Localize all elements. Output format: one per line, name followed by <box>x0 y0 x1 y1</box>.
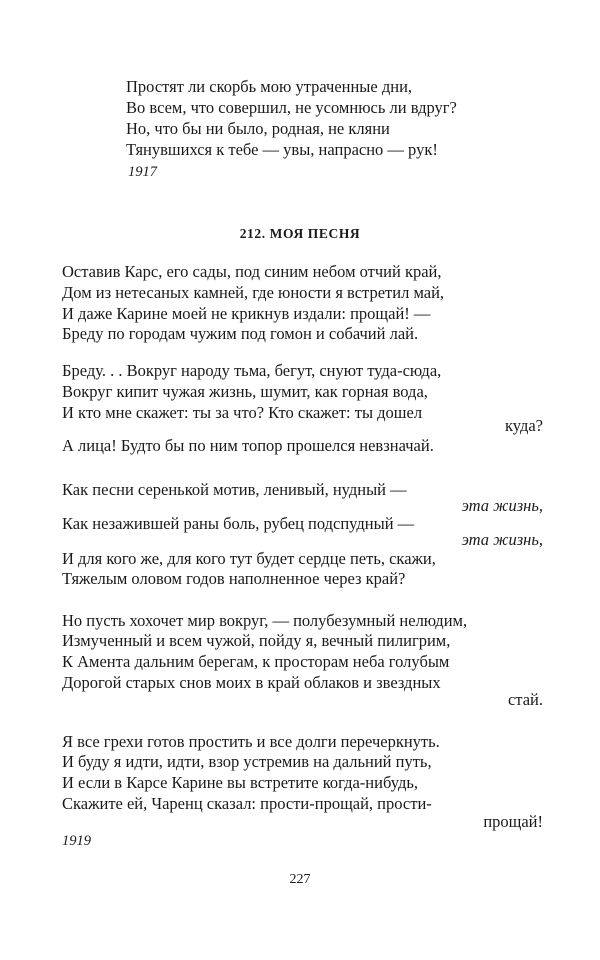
poem-title: 212. МОЯ ПЕСНЯ <box>239 226 361 241</box>
stanza4-line-3: К Амента дальним берегам, к просторам неба голубым <box>62 652 450 671</box>
stanza5-line-4-cont: прощай! <box>483 812 543 831</box>
stanza1-line-2: Дом из нетесаных камней, где юности я встретил май, <box>62 283 445 302</box>
poem-year: 1919 <box>62 833 91 849</box>
stanza3-line-2-cont: эта жизнь, <box>461 530 543 549</box>
stanza5-line-2: И буду я идти, идти, взор устремив на дальний путь, <box>62 752 432 771</box>
first-poem-line-3: Но, что бы ни было, родная, не кляни <box>126 119 390 138</box>
stanza5-line-4: Скажите ей, Чаренц сказал: прости-прощай, прости- <box>62 794 432 813</box>
stanza2-line-2: Вокруг кипит чужая жизнь, шумит, как горная вода, <box>62 382 428 401</box>
stanza3-line-1-cont: эта жизнь, <box>461 496 543 515</box>
stanza4-line-4-cont: стай. <box>507 690 543 709</box>
stanza2-line-1: Бреду. . . Вокруг народу тьма, бегут, снуют туда-сюда, <box>62 361 442 380</box>
stanza3-line-1: Как песни серенькой мотив, ленивый, нудный — <box>62 480 407 499</box>
page-number: 227 <box>289 872 311 887</box>
stanza1-line-1: Оставив Карс, его сады, под синим небом отчий край, <box>62 262 442 281</box>
first-poem-year: 1917 <box>128 164 157 180</box>
stanza1-line-3: И даже Карине моей не крикнув издали: прощай! — <box>62 304 431 323</box>
stanza5-line-1: Я все грехи готов простить и все долги перечеркнуть. <box>62 732 440 751</box>
stanza3-line-2: Как незажившей раны боль, рубец подспудный — <box>62 514 415 533</box>
stanza2-line-4: А лица! Будто бы по ним топор прошелся невзначай. <box>62 436 434 455</box>
stanza2-line-3: И кто мне скажет: ты за что? Кто скажет: ты дошел <box>62 403 423 422</box>
stanza3-line-4: Тяжелым оловом годов наполненное через край? <box>62 569 406 588</box>
stanza5-line-3: И если в Карсе Карине вы встретите когда-нибудь, <box>62 773 418 792</box>
first-poem-line-4: Тянувшихся к тебе — увы, напрасно — рук! <box>126 140 438 159</box>
first-poem-line-1: Простят ли скорбь мою утраченные дни, <box>126 77 413 96</box>
first-poem-line-2: Во всем, что совершил, не усомнюсь ли вдруг? <box>126 98 457 117</box>
stanza4-line-2: Измученный и всем чужой, пойду я, вечный пилигрим, <box>62 631 451 650</box>
stanza4-line-1: Но пусть хохочет мир вокруг, — полубезумный нелюдим, <box>62 611 468 630</box>
stanza2-line-3-cont: куда? <box>504 416 543 435</box>
stanza4-line-4: Дорогой старых снов моих в край облаков и звездных <box>62 673 441 692</box>
stanza1-line-4: Бреду по городам чужим под гомон и собачий лай. <box>62 324 419 343</box>
stanza3-line-3: И для кого же, для кого тут будет сердце петь, скажи, <box>62 549 436 568</box>
